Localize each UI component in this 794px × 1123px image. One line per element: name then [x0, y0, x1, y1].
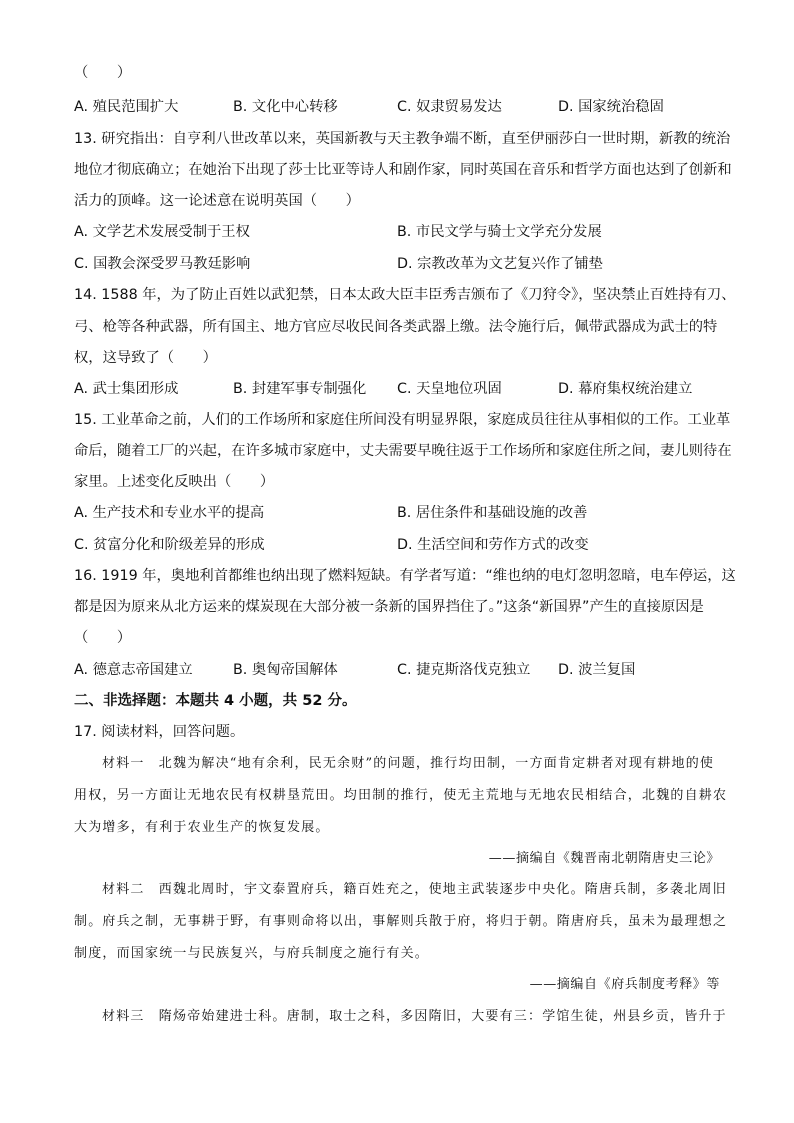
q15-stem-line: 命后，随着工厂的兴起，在许多城市家庭中，丈夫需要早晚往返于工作场所和家庭住所之间，妻儿则待在	[74, 443, 732, 459]
q13-stem-line: 地位才彻底确立；在她治下出现了莎士比亚等诗人和剧作家，同时英国在音乐和哲学方面也达到了创新和	[74, 162, 732, 178]
material-1-source: ——摘编自《魏晋南北朝隋唐史三论》	[488, 851, 720, 866]
material-2-source: ——摘编自《府兵制度考释》等	[529, 977, 720, 992]
q13-option-c: C. 国教会深受罗马教廷影响	[74, 256, 251, 272]
q13-option-d: D. 宗教改革为文艺复兴作了铺垫	[397, 256, 603, 272]
q12-option-c: C. 奴隶贸易发达	[397, 99, 502, 115]
q15-option-b: B. 居住条件和基础设施的改善	[397, 505, 588, 521]
section-heading: 二、非选择题：本题共 4 小题，共 52 分。	[74, 693, 357, 709]
material-2-line: 制。府兵之制，无事耕于野，有事则命将以出，事解则兵散于府，将归于朝。隋唐府兵，虽未为最理想之	[74, 914, 728, 929]
q16-option-a: A. 德意志帝国建立	[74, 662, 193, 678]
q14-stem-line: 14. 1588 年，为了防止百姓以武犯禁，日本太政大臣丰臣秀吉颁布了《刀狩令》，坚决禁止百姓持有刀、	[74, 287, 736, 303]
q14-option-a: A. 武士集团形成	[74, 381, 179, 397]
q15-stem-line: 家里。上述变化反映出（ ）	[74, 474, 275, 490]
q12-option-a: A. 殖民范围扩大	[74, 99, 179, 115]
material-2-line: 材料二 西魏北周时，宇文泰置府兵，籍百姓充之，使地主武装逐步中央化。隋唐兵制，多袭北周旧	[102, 882, 727, 897]
q16-stem-line: 16. 1919 年，奥地利首都维也纳出现了燃料短缺。有学者写道：“维也纳的电灯忽明忽暗，电车停运，这	[74, 568, 736, 584]
q14-option-b: B. 封建军事专制强化	[233, 381, 367, 397]
q12-option-d: D. 国家统治稳固	[558, 99, 664, 115]
q16-option-b: B. 奥匈帝国解体	[233, 662, 338, 678]
material-1-line: 大为增多，有利于农业生产的恢复发展。	[74, 820, 330, 835]
q13-stem-line: 活力的顶峰。这一论述意在说明英国（ ）	[74, 193, 360, 209]
q13-option-b: B. 市民文学与骑士文学充分发展	[397, 224, 602, 240]
material-1-line: 材料一 北魏为解决“地有余利，民无余财”的问题，推行均田制，一方面肯定耕者对现有耕地的使	[102, 756, 715, 771]
q12-option-b: B. 文化中心转移	[233, 99, 338, 115]
q15-option-a: A. 生产技术和专业水平的提高	[74, 505, 265, 521]
q16-option-c: C. 捷克斯洛伐克独立	[397, 662, 531, 678]
answer-paren: （ ）	[74, 65, 132, 81]
q16-option-d: D. 波兰复国	[558, 662, 636, 678]
q14-stem-line: 权，这导致了（ ）	[74, 350, 217, 366]
q15-stem-line: 15. 工业革命之前，人们的工作场所和家庭住所间没有明显界限，家庭成员往往从事相似的工作。工业革	[74, 412, 731, 428]
q15-option-c: C. 贫富分化和阶级差异的形成	[74, 537, 265, 553]
q14-option-c: C. 天皇地位巩固	[397, 381, 502, 397]
material-2-line: 制度，而国家统一与民族复兴，与府兵制度之施行有关。	[74, 946, 430, 961]
q13-option-a: A. 文学艺术发展受制于王权	[74, 224, 250, 240]
material-3-line: 材料三 隋炀帝始建进士科。唐制，取士之科，多因隋旧，大要有三：学馆生徒，州县乡贡，皆升于	[102, 1009, 727, 1024]
q17-title: 17. 阅读材料，回答问题。	[74, 724, 245, 740]
q14-option-d: D. 幕府集权统治建立	[558, 381, 693, 397]
q13-stem-line: 13. 研究指出：自亨利八世改革以来，英国新教与天主教争端不断，直至伊丽莎白一世时期，新教的统治	[74, 131, 731, 147]
q16-stem-line: （ ）	[74, 630, 132, 646]
q15-option-d: D. 生活空间和劳作方式的改变	[397, 537, 589, 553]
q16-stem-line: 都是因为原来从北方运来的煤炭现在大部分被一条新的国界挡住了。”这条“新国界”产生的直接原因是	[74, 599, 704, 615]
material-1-line: 用权，另一方面让无地农民有权耕垦荒田。均田制的推行，使无主荒地与无地农民相结合，北魏的自耕农	[74, 788, 728, 803]
q14-stem-line: 弓、枪等各种武器，所有国主、地方官应尽收民间各类武器上缴。法令施行后，佩带武器成为武士的特	[74, 319, 718, 335]
